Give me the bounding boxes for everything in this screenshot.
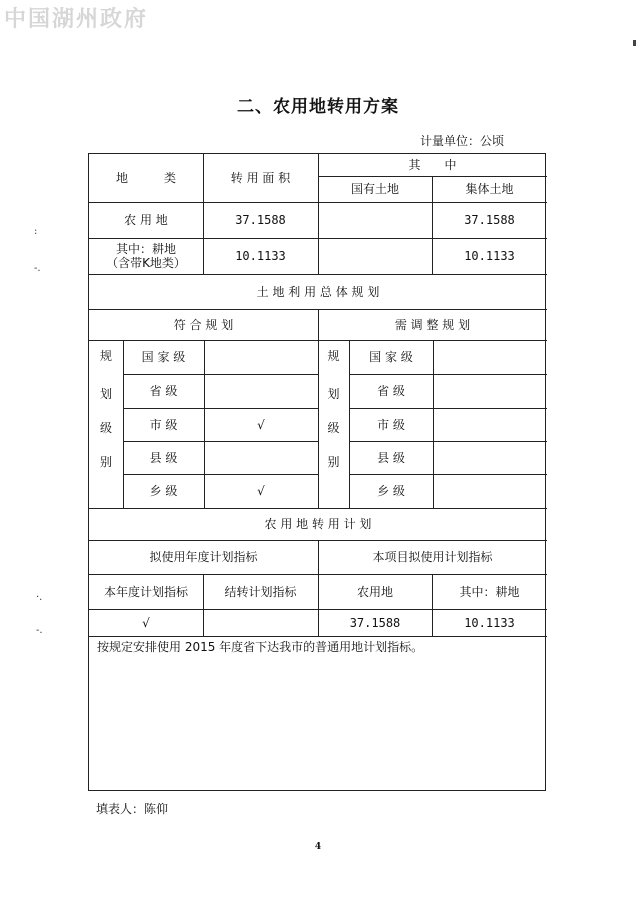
row-cultivated-label-line2: （含带K地类） [106,256,186,270]
margin-mark: -. [36,625,43,636]
header-category: 地 类 [115,171,176,185]
grid-line [89,636,547,637]
margin-mark: : [34,226,38,237]
adjust-level-province: 省 级 [377,384,405,398]
plan-level-vertical-label: 划 [99,387,112,401]
adjust-check [433,374,547,408]
form-filler: 填表人：陈仰 [96,802,169,816]
row-farmland-label: 农 用 地 [124,213,168,227]
header-among: 其 中 [408,158,457,172]
conform-level-province: 省 级 [149,384,178,398]
conform-level-township: 乡 级 [149,484,178,498]
plan-note: 按规定安排使用 2015 年度省下达我市的普通用地计划指标。 [97,640,424,654]
watermark-logo: 中国湖州政府 [4,6,149,32]
plan-level-vertical-label: 别 [327,455,340,469]
row-cultivated-collective: 10.1133 [464,249,515,263]
adjust-level-township: 乡 级 [377,484,405,498]
section-overall-plan: 土 地 利 用 总 体 规 划 [256,284,380,299]
conform-check [204,374,318,408]
this-year-value: √ [142,615,150,630]
farmland-value: 37.1588 [349,615,401,630]
conversion-table [88,153,546,791]
this-year-header: 本年度计划指标 [103,584,188,599]
section-conversion-plan: 农 用 地 转 用 计 划 [264,517,372,531]
conform-level-county: 县 级 [149,450,178,465]
conform-plan-header: 符 合 规 划 [173,317,234,332]
row-cultivated-label-line1: 其中：耕地 [115,242,176,256]
proposed-annual-header: 拟使用年度计划指标 [149,550,258,564]
conform-level-national: 国 家 级 [141,350,186,364]
conform-check [204,340,318,374]
row-cultivated-state [318,238,432,274]
plan-level-vertical-label: 别 [99,455,112,469]
unit-label: 计量单位：公顷 [420,134,505,148]
adjust-level-county: 县 级 [377,450,405,465]
adjust-level-national: 国 家 级 [369,350,413,364]
conform-level-city: 市 级 [149,417,178,432]
margin-mark: -. [34,263,41,274]
row-farmland-collective: 37.1588 [464,213,515,227]
adjust-plan-header: 需 调 整 规 划 [394,317,471,332]
header-state-land: 国有土地 [350,182,399,196]
plan-level-vertical-label: 级 [327,421,340,435]
header-collective-land: 集体土地 [465,182,514,196]
conform-check [204,441,318,474]
plan-level-vertical-label: 规 [99,349,112,363]
carryover-header: 结转计划指标 [224,584,297,599]
carryover-value [203,609,318,636]
plan-level-vertical-label: 规 [327,349,340,363]
row-cultivated-area: 10.1133 [235,249,286,263]
cultivated-header: 其中：耕地 [459,584,520,599]
page-number: 4 [314,842,322,852]
adjust-check [433,340,547,374]
header-area: 转 用 面 积 [230,171,291,185]
adjust-level-city: 市 级 [377,417,405,432]
margin-mark: ·. [36,592,43,603]
farmland-header: 农用地 [356,584,393,599]
adjust-check [433,441,547,474]
cultivated-value: 10.1133 [464,615,515,630]
adjust-check [433,408,547,441]
row-farmland-state [318,202,432,238]
conform-check: √ [257,417,265,432]
row-cultivated-label [89,238,203,274]
adjust-check [433,474,547,508]
plan-level-vertical-label: 级 [99,421,112,435]
row-farmland-area: 37.1588 [235,213,286,227]
project-proposed-header: 本项目拟使用计划指标 [372,550,493,564]
plan-level-vertical-label: 划 [327,387,340,401]
page-title: 二、农用地转用方案 [237,97,399,117]
conform-check: √ [257,484,265,498]
